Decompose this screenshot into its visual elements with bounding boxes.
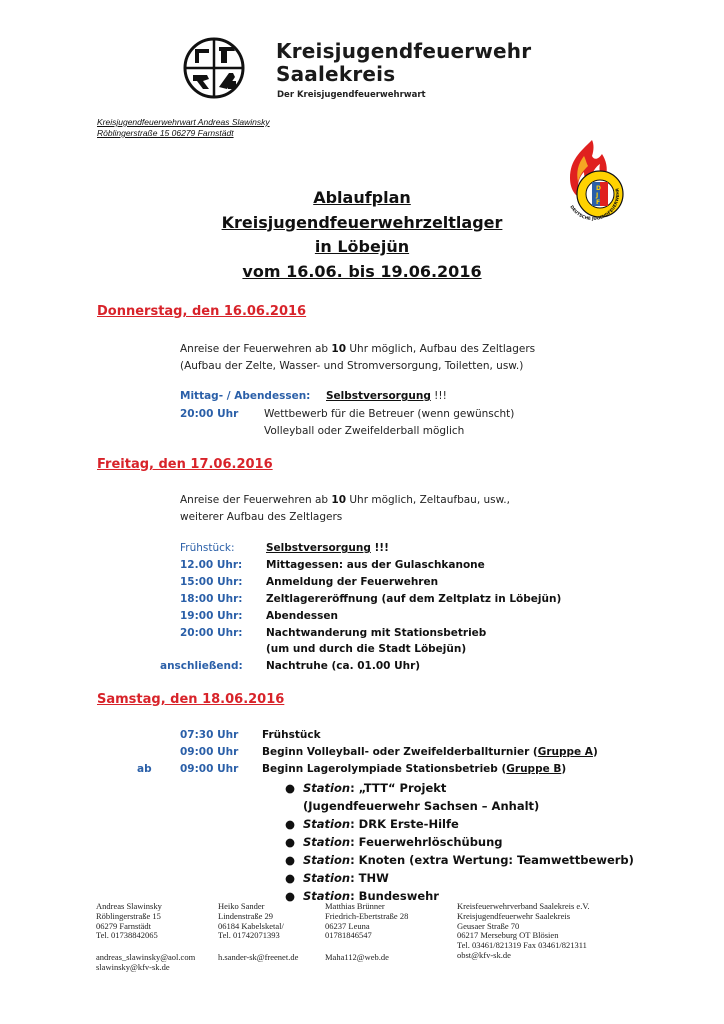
day1-event-line1: Wettbewerb für die Betreuer (wenn gewünscht): [264, 408, 515, 420]
svg-text:DEUTSCHE JUGENDFEUERWEHR: DEUTSCHE JUGENDFEUERWEHR: [569, 187, 621, 222]
org-name-line1: Kreisjugendfeuerwehr: [276, 39, 532, 63]
svg-text:F: F: [596, 199, 601, 206]
day2-arrival-hour: 10: [331, 494, 347, 506]
svg-text:D: D: [596, 185, 601, 192]
day1-arrival-hour: 10: [331, 343, 347, 355]
schedule-time: 19:00 Uhr:: [180, 610, 243, 622]
day1-meal-row: [180, 388, 310, 405]
email-link[interactable]: Maha112@web.de: [325, 952, 389, 963]
day1-arrival-line2: (Aufbau der Zelte, Wasser- und Stromversorgung, Toiletten, usw.): [180, 360, 524, 372]
schedule-time: 18:00 Uhr:: [180, 593, 243, 605]
sender-line2: Röblingerstraße 15 06279 Farnstädt: [97, 128, 234, 138]
bullet-icon: ●: [285, 817, 296, 831]
day2-breakfast-value: Selbstversorgung: [266, 542, 371, 554]
schedule-event: Beginn Lagerolympiade Stationsbetrieb (Gruppe B): [262, 763, 567, 775]
day1-meal-value-row: Selbstversorgung !!!: [326, 390, 447, 402]
email-link[interactable]: h.sander-sk@freenet.de: [218, 952, 299, 963]
title-line3: in Löbejün: [314, 237, 410, 256]
bullet-icon: ●: [285, 853, 296, 867]
day1-event-line2: Volleyball oder Zweifelderball möglich: [264, 425, 465, 437]
schedule-event: Nachtruhe (ca. 01.00 Uhr): [266, 660, 421, 672]
day1-meal-value: Selbstversorgung: [326, 390, 431, 402]
day1-meal-label: Mittag- / Abendessen:: [180, 390, 311, 402]
schedule-time: anschließend:: [160, 660, 243, 672]
schedule-event: Frühstück: [262, 729, 321, 741]
schedule-time: 07:30 Uhr: [180, 729, 239, 741]
footer-contact-kfv: Kreisfeuerwehrverband Saalekreis e.V. Kreisjugendfeuerwehr Saalekreis Geusaer Straße 70 06217 Merseburg OT Blösien Tel. 03461/821319 Fax 03461/821311 obst@kfv-sk.de: [457, 901, 590, 960]
email-link[interactable]: andreas_slawinsky@aol.com: [96, 952, 196, 963]
schedule-event: Nachtwanderung mit Stationsbetrieb: [266, 627, 487, 639]
day2-breakfast-value-wrap: Selbstversorgung !!!: [266, 542, 389, 554]
schedule-event: Abendessen: [266, 610, 338, 622]
group-a-label: Gruppe A: [537, 746, 593, 758]
day1-arrival-line1: Anreise der Feuerwehren ab 10 Uhr möglich, Aufbau des Zeltlagers: [180, 343, 536, 355]
day-heading-saturday: Samstag, den 18.06.2016: [97, 692, 285, 707]
schedule-event: Beginn Volleyball- oder Zweifelderballturnier (Gruppe A): [262, 746, 598, 758]
day2-breakfast-label: Frühstück:: [180, 542, 235, 554]
day1-time: 20:00 Uhr: [180, 408, 239, 420]
organization-subtitle: Der Kreisjugendfeuerwehrwart: [277, 90, 426, 100]
email-link[interactable]: slawinsky@kfv-sk.de: [96, 961, 170, 972]
bullet-icon: ●: [285, 835, 296, 849]
day-heading-thursday: Donnerstag, den 16.06.2016: [97, 304, 307, 319]
day-heading-friday: Freitag, den 17.06.2016: [97, 457, 273, 472]
svg-text:J: J: [596, 192, 599, 199]
day2-arrival-line1: Anreise der Feuerwehren ab 10 Uhr möglich, Zeltaufbau, usw.,: [180, 494, 510, 506]
schedule-event: Mittagessen: aus der Gulaschkanone: [266, 559, 485, 571]
title-line2: Kreisjugendfeuerwehrzeltlager: [221, 212, 503, 232]
schedule-time: 20:00 Uhr:: [180, 627, 243, 639]
sender-line1: Kreisjugendfeuerwehrwart Andreas Slawinsky: [97, 117, 270, 127]
footer-contact-bruenner: Matthias Brünner Friedrich-Ebertstraße 28 06237 Leuna 01781846547 Maha112@web.de: [325, 901, 409, 963]
bullet-icon: ●: [285, 781, 296, 795]
document-title: [140, 186, 584, 284]
schedule-event-continued: (um und durch die Stadt Löbejün): [266, 643, 467, 655]
fire-brigade-seal-icon: [183, 37, 245, 99]
group-b-label: Gruppe B: [506, 763, 562, 775]
sender-address: [97, 117, 270, 139]
schedule-time: 15:00 Uhr:: [180, 576, 243, 588]
email-link[interactable]: obst@kfv-sk.de: [457, 949, 511, 960]
footer-contact-sander: Heiko Sander Lindenstraße 29 06184 Kabelsketal/ Tel. 01742071393 h.sander-sk@freenet.de: [218, 901, 299, 963]
organization-name: [276, 40, 531, 86]
schedule-event: Zeltlagereröffnung (auf dem Zeltplatz in Löbejün): [266, 593, 562, 605]
schedule-time: 09:00 Uhr: [180, 746, 239, 758]
bullet-icon: ●: [285, 889, 296, 903]
schedule-event: Anmeldung der Feuerwehren: [266, 576, 439, 588]
title-line4: vom 16.06. bis 19.06.2016: [242, 261, 482, 281]
schedule-time: 09:00 Uhr: [180, 763, 239, 775]
title-line1: Ablaufplan: [313, 188, 411, 207]
schedule-time: 12.00 Uhr:: [180, 559, 243, 571]
org-name-line2: Saalekreis: [276, 62, 396, 86]
bullet-icon: ●: [285, 871, 296, 885]
footer-contact-slawinsky: Andreas Slawinsky Röblingerstraße 15 06279 Farnstädt Tel. 01738842065 andreas_slawinsky@aol.com slawinsky@kfv-sk.de: [96, 901, 196, 972]
day2-arrival-line2: weiterer Aufbau des Zeltlagers: [180, 511, 343, 523]
schedule-ab-label: ab: [137, 763, 152, 775]
